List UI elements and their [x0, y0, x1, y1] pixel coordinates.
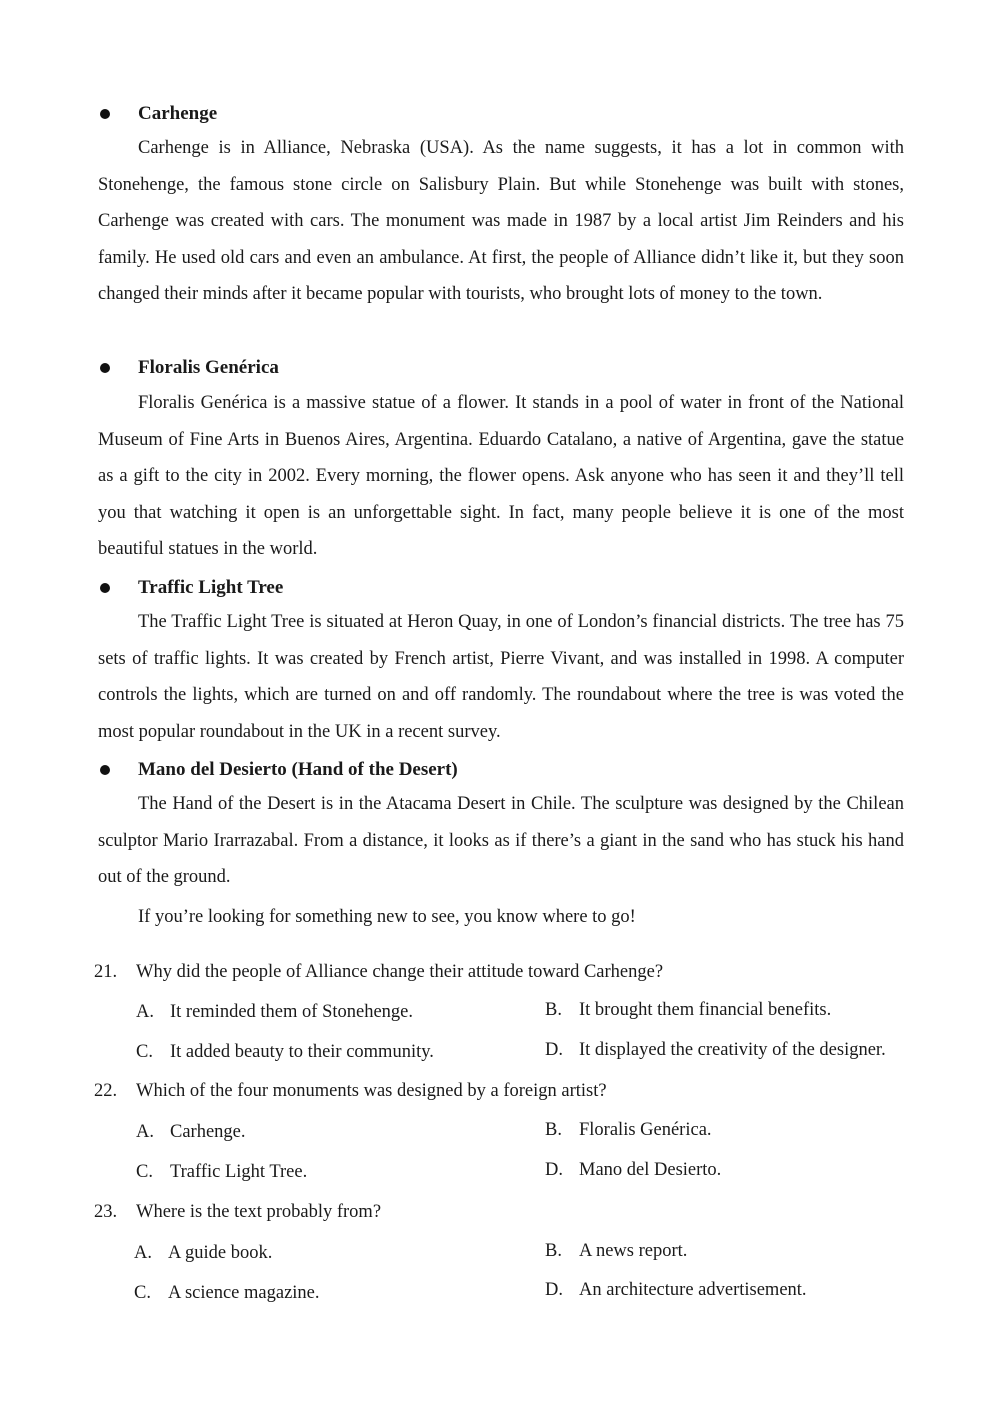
question-23-option-c[interactable]: [134, 1281, 320, 1305]
option-label: C.: [136, 1162, 153, 1182]
option-text: Traffic Light Tree.: [170, 1162, 308, 1182]
question-number: 22.: [94, 1081, 118, 1101]
option-label: B.: [545, 1120, 562, 1140]
question-21-option-c[interactable]: [136, 1040, 434, 1064]
section-heading-mano-del-desierto: [100, 758, 458, 782]
section-heading-text: Carhenge: [138, 103, 218, 124]
option-label: C.: [136, 1042, 153, 1062]
option-text: It displayed the creativity of the designer.: [579, 1040, 886, 1060]
option-label: C.: [134, 1283, 151, 1303]
question-22-option-b[interactable]: [545, 1118, 712, 1142]
option-label: D.: [545, 1160, 563, 1180]
option-text: It added beauty to their community.: [170, 1042, 434, 1062]
option-label: D.: [545, 1280, 563, 1300]
question-text: Why did the people of Alliance change their attitude toward Carhenge?: [136, 962, 664, 982]
option-text: It reminded them of Stonehenge.: [170, 1002, 414, 1022]
bullet-icon: [100, 109, 110, 119]
question-21-option-b[interactable]: [545, 998, 831, 1022]
option-text: A guide book.: [168, 1243, 273, 1263]
question-text: Where is the text probably from?: [136, 1202, 382, 1222]
section-heading-floralis: [100, 356, 279, 380]
section-heading-text: Floralis Genérica: [138, 357, 279, 378]
question-23-option-b[interactable]: [545, 1239, 687, 1263]
option-label: B.: [545, 1000, 562, 1020]
option-text: Carhenge.: [170, 1122, 246, 1142]
question-21-option-a[interactable]: [136, 1000, 413, 1024]
bullet-icon: [100, 363, 110, 373]
question-number: 23.: [94, 1202, 118, 1222]
section-heading-text: Traffic Light Tree: [138, 577, 284, 598]
option-text: Mano del Desierto.: [579, 1160, 722, 1180]
option-text: A news report.: [579, 1241, 688, 1261]
section-body-traffic-light-tree: The Traffic Light Tree is situated at Heron Quay, in one of London’s financial districts. The tree has 75 sets of traffic lights. It was created by French artist, Pierre Vivant, and was installed in 1998. A computer controls the lights, which are turned on and off randomly. The roundabout where the tree is was voted the most popular roundabout in the UK in a recent survey.: [98, 612, 904, 742]
option-text: It brought them financial benefits.: [579, 1000, 832, 1020]
question-21-option-d[interactable]: [545, 1038, 886, 1062]
option-text: Floralis Genérica.: [579, 1120, 712, 1140]
question-text: Which of the four monuments was designed by a foreign artist?: [136, 1081, 607, 1101]
question-22-option-c[interactable]: [136, 1160, 307, 1184]
section-body-floralis: Floralis Genérica is a massive statue of a flower. It stands in a pool of water in front of the National Museum of Fine Arts in Buenos Aires, Argentina. Eduardo Catalano, a native of Argentina, gave the statue as a gift to the city in 2002. Every morning, the flower opens. Ask anyone who has seen it and they’ll tell you that watching it open is an unforgettable sight. In fact, many people believe it is one of the most beautiful statues in the world.: [98, 393, 904, 560]
question-22: [94, 1079, 607, 1103]
question-21: [94, 960, 663, 984]
question-23-option-d[interactable]: [545, 1278, 807, 1302]
bullet-icon: [100, 765, 110, 775]
closing-line: If you’re looking for something new to see, you know where to go!: [138, 907, 636, 927]
option-text: A science magazine.: [168, 1283, 320, 1303]
option-text: An architecture advertisement.: [579, 1280, 807, 1300]
option-label: D.: [545, 1040, 563, 1060]
section-heading-traffic-light-tree: [100, 576, 283, 600]
option-label: A.: [136, 1122, 154, 1142]
option-label: A.: [134, 1243, 152, 1263]
section-body-mano-del-desierto: The Hand of the Desert is in the Atacama Desert in Chile. The sculpture was designed by the Chilean sculptor Mario Irarrazabal. From a distance, it looks as if there’s a giant in the sand who has stuck his hand out of the ground.: [98, 794, 904, 888]
section-heading-carhenge: [100, 102, 217, 126]
question-number: 21.: [94, 962, 118, 982]
bullet-icon: [100, 583, 110, 593]
section-heading-text: Mano del Desierto (Hand of the Desert): [138, 759, 458, 780]
section-body-carhenge: Carhenge is in Alliance, Nebraska (USA). As the name suggests, it has a lot in common with Stonehenge, the famous stone circle on Salisbury Plain. But while Stonehenge was built with stones, Carhenge was created with cars. The monument was made in 1987 by a local artist Jim Reinders and his family. He used old cars and even an ambulance. At first, the people of Alliance didn’t like it, but they soon changed their minds after it became popular with tourists, who brought lots of money to the town.: [98, 138, 904, 305]
question-22-option-d[interactable]: [545, 1158, 721, 1182]
option-label: A.: [136, 1002, 154, 1022]
option-label: B.: [545, 1241, 562, 1261]
question-23-option-a[interactable]: [134, 1241, 272, 1265]
question-22-option-a[interactable]: [136, 1120, 246, 1144]
question-23: [94, 1200, 381, 1224]
